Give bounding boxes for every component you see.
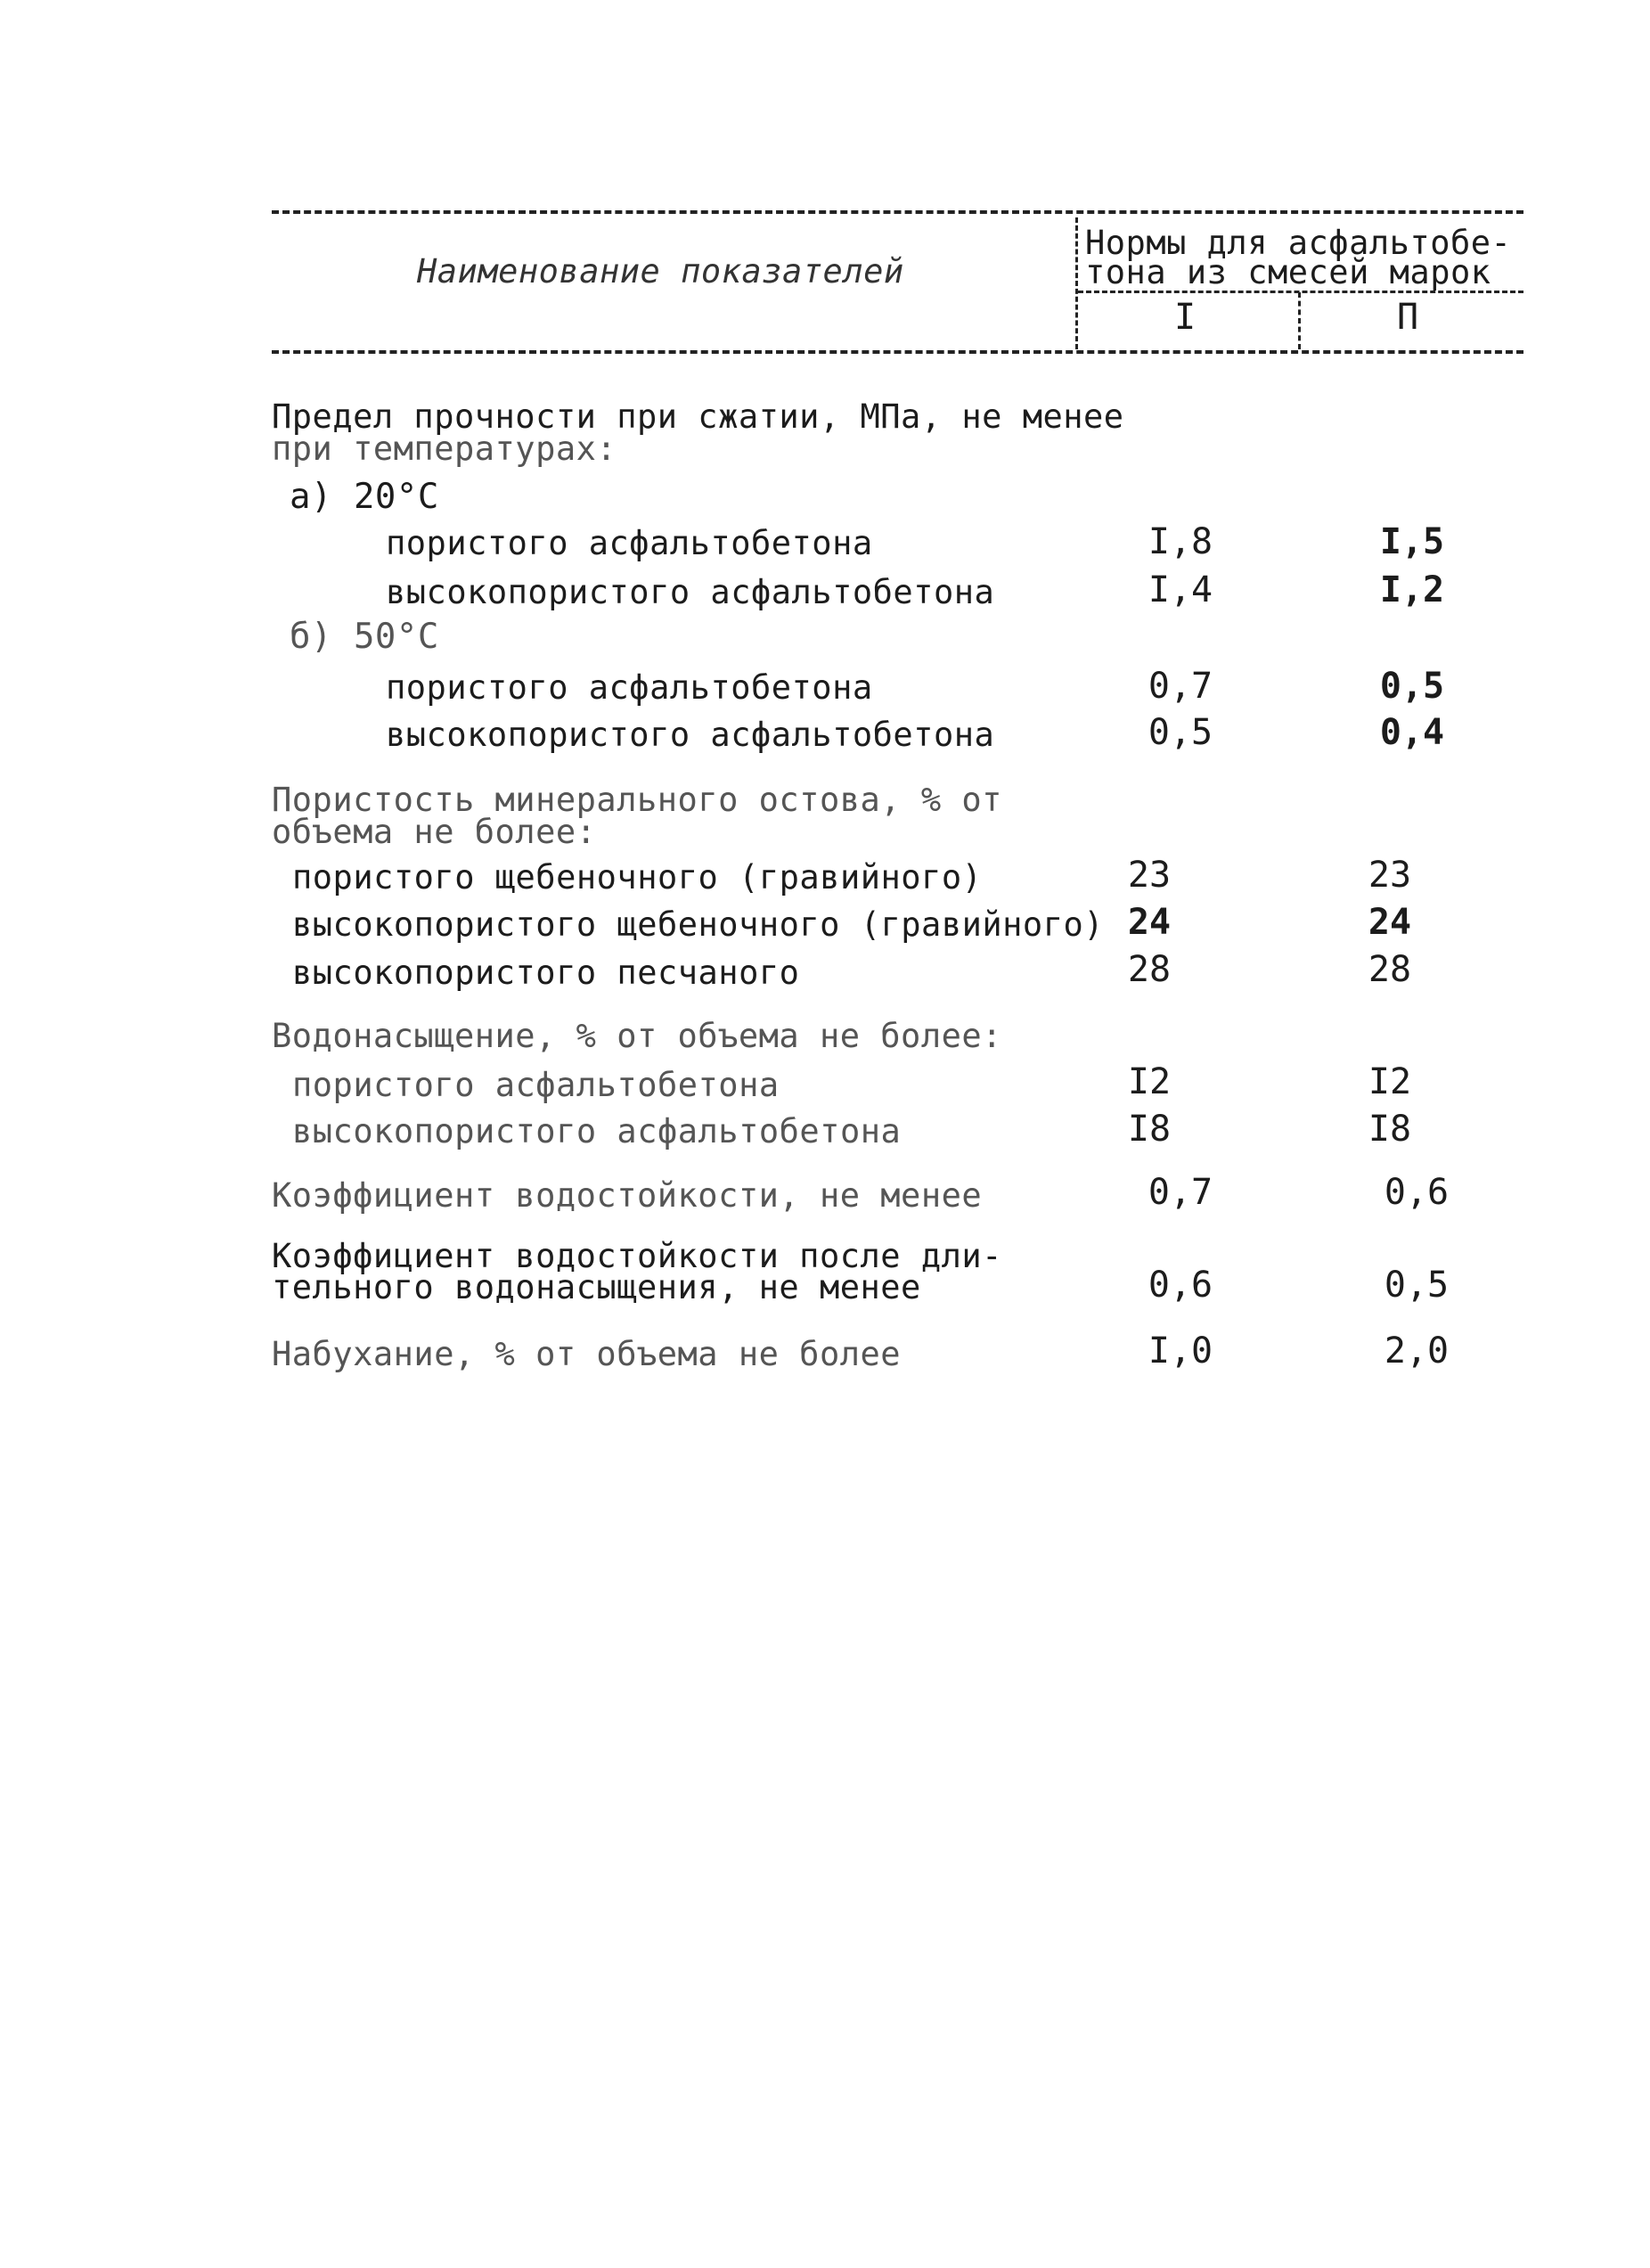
strength-a-row-label: высокопористого асфальтобетона xyxy=(386,573,995,611)
swelling-value-2: 2,0 xyxy=(1384,1331,1450,1371)
strength-title-line1: Предел прочности при сжатии, МПа, не менее xyxy=(272,397,1124,436)
strength-a-row-value-1: I,8 xyxy=(1148,521,1213,562)
swelling-value-1: I,0 xyxy=(1148,1331,1213,1371)
strength-b-row-value-2: 0,4 xyxy=(1379,712,1445,753)
swelling-title: Набухание, % от объема не более xyxy=(272,1335,902,1373)
porosity-row-value-1: 24 xyxy=(1127,902,1172,943)
strength-a-row-label: пористого асфальтобетона xyxy=(386,524,873,562)
saturation-row-label: высокопористого асфальтобетона xyxy=(292,1112,902,1150)
porosity-row-value-2: 24 xyxy=(1368,902,1412,943)
column-header-norms-line2: тона из смесей марок xyxy=(1085,253,1491,291)
porosity-row-value-2: 28 xyxy=(1368,949,1412,990)
water-resistance-value-2: 0,6 xyxy=(1384,1172,1450,1213)
saturation-row-value-2: I8 xyxy=(1368,1109,1412,1150)
saturation-row-value-1: I8 xyxy=(1127,1109,1172,1150)
porosity-row-value-1: 28 xyxy=(1127,949,1172,990)
water-resistance-value-1: 0,7 xyxy=(1148,1172,1213,1213)
strength-b-row-label: пористого асфальтобетона xyxy=(386,668,873,707)
porosity-row-label: пористого щебеночного (гравийного) xyxy=(292,858,983,897)
header-divider-left xyxy=(1075,217,1078,349)
strength-title-line2: при температурах: xyxy=(272,430,617,468)
top-rule xyxy=(272,210,1523,214)
column-header-norms-line1: Нормы для асфальтобе- xyxy=(1085,224,1512,262)
header-divider-middle xyxy=(1298,292,1301,349)
strength-a-row-value-2: I,5 xyxy=(1379,521,1445,562)
water-resistance-long-title-line2: тельного водонасыщения, не менее xyxy=(272,1268,921,1306)
strength-sub-a: а) 20°С xyxy=(290,477,439,517)
water-resistance-long-title-line1: Коэффициент водостойкости после дли- xyxy=(272,1237,1002,1275)
strength-b-row-label: высокопористого асфальтобетона xyxy=(386,716,995,754)
porosity-title-line2: объема не более: xyxy=(272,813,597,851)
strength-b-row-value-2: 0,5 xyxy=(1379,666,1445,707)
porosity-row-value-2: 23 xyxy=(1368,855,1412,896)
header-bottom-rule xyxy=(272,350,1523,354)
porosity-row-label: высокопористого песчаного xyxy=(292,954,800,992)
porosity-title-line1: Пористость минерального остова, % от xyxy=(272,781,1002,819)
column-header-grade-1: I xyxy=(1173,297,1197,338)
water-resistance-long-value-1: 0,6 xyxy=(1148,1265,1213,1306)
porosity-row-value-1: 23 xyxy=(1127,855,1172,896)
column-header-name: Наименование показателей xyxy=(417,252,904,291)
column-header-grade-2: П xyxy=(1396,297,1419,338)
saturation-row-value-2: I2 xyxy=(1368,1061,1412,1102)
strength-a-row-value-2: I,2 xyxy=(1379,569,1445,610)
saturation-row-label: пористого асфальтобетона xyxy=(292,1066,780,1104)
strength-b-row-value-1: 0,7 xyxy=(1148,666,1213,707)
water-resistance-title: Коэффициент водостойкости, не менее xyxy=(272,1176,983,1215)
strength-b-row-value-1: 0,5 xyxy=(1148,712,1213,753)
strength-a-row-value-1: I,4 xyxy=(1148,569,1213,610)
porosity-row-label: высокопористого щебеночного (гравийного) xyxy=(292,905,1105,944)
saturation-row-value-1: I2 xyxy=(1127,1061,1172,1102)
strength-sub-b: б) 50°С xyxy=(290,617,439,657)
water-resistance-long-value-2: 0,5 xyxy=(1384,1265,1450,1306)
saturation-title: Водонасыщение, % от объема не более: xyxy=(272,1017,1002,1055)
